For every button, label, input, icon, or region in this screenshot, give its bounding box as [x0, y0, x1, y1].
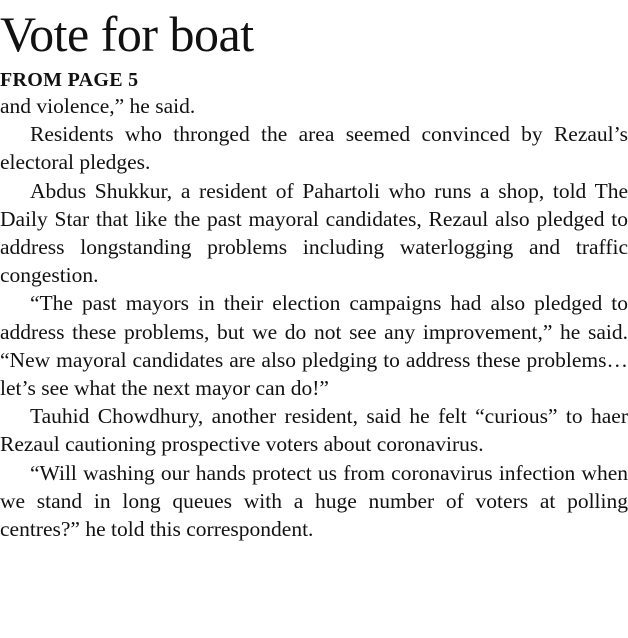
paragraph: “The past mayors in their election campaigns had also pledged to address these problems, but we do not see any improvement,” he said. “New mayoral candidates are also pledging to address these problems… let’s see what the next mayor can do!”	[0, 291, 628, 401]
paragraph: Tauhid Chowdhury, another resident, said he felt “curious” to haer Rezaul cautioning prospective voters about coronavirus.	[0, 404, 628, 457]
paragraph: and violence,” he said.	[0, 94, 196, 118]
headline: Vote for boat	[0, 6, 254, 62]
jump-line: FROM PAGE 5	[0, 69, 139, 91]
article-body	[0, 92, 628, 543]
paragraph: Abdus Shukkur, a resident of Pahartoli who runs a shop, told The Daily Star that like the past mayoral candidates, Rezaul also pledged to address longstanding problems including waterlogging and traffic congestion.	[0, 178, 628, 288]
paragraph: “Will washing our hands protect us from coronavirus infection when we stand in long queues with a huge number of voters at polling centres?” he told this correspondent.	[0, 460, 628, 542]
paragraph: Residents who thronged the area seemed convinced by Rezaul’s electoral pledges.	[0, 122, 628, 175]
